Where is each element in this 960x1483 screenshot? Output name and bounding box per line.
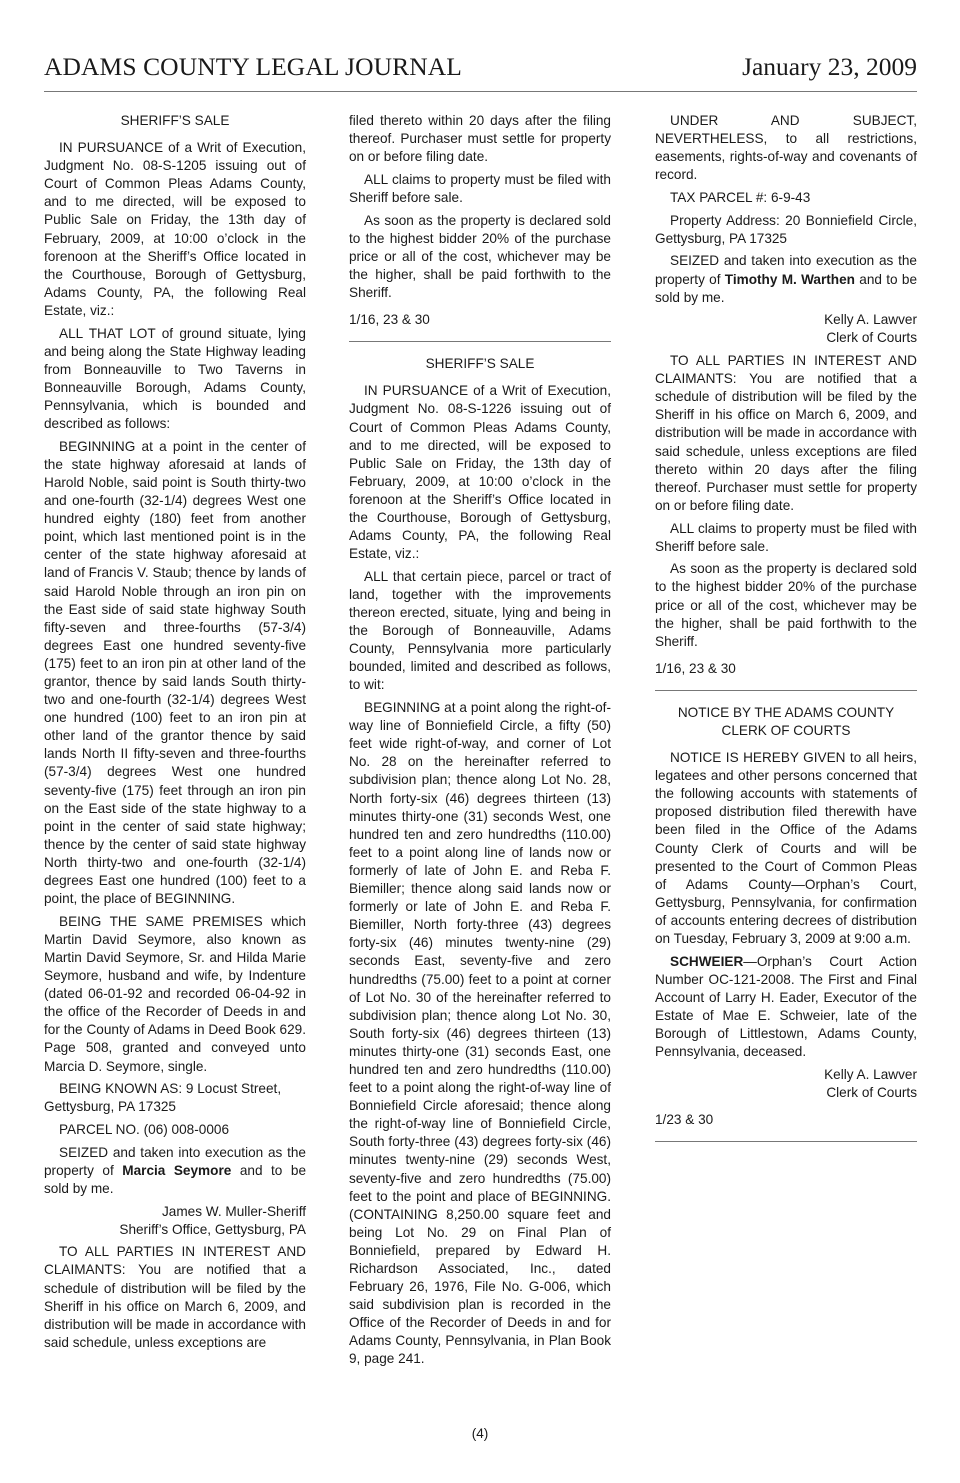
notice-heading: SHERIFF’S SALE [120,113,230,128]
column-2 [349,112,611,1373]
header-divider [44,91,917,92]
notice-paragraph: BEGINNING at a point in the center of the state highway aforesaid at lands of Harold Noble, said point is South thirty-two and one-fourth (32-1/4) degrees West one hundred eighty (180) feet from another point, which last mentioned point is in the center of the state highway aforesaid at land of Francis V. Staub; thence by lands of said Harold Noble through an iron pin on the East side of said state highway South fifty-seven and three-fourths (57-3/4) degrees East one hundred seventy-five (175) feet to an iron pin at other land of the grantor, thence by said lands South thirty-two and one-fourth (32-1/4) degrees West one hundred (100) feet to an iron pin at other land of the grantor thence by said lands North II fifty-seven and three-fourths (57-3/4) degrees West one hundred seventy-five (175) feet through an iron pin on the East side of the state highway to a point in the center of said state highway; thence by the center of said state highway North thirty-two and one-fourth (32-1/4) degrees East one hundred (100) feet to a point, the place of BEGINNING. [44,438,306,907]
notice-paragraph: filed thereto within 20 days after the filing thereof. Purchaser must settle for property on or before filing date. [349,113,611,165]
notice-paragraph: ALL THAT LOT of ground situate, lying and being along the State Highway leading from Bonneauville to Two Taverns in Bonneauville Borough, Adams County, Pennsylvania, which is bounded and described as follows: [44,325,306,432]
journal-title: ADAMS COUNTY LEGAL JOURNAL [44,52,462,81]
notice-paragraph: ALL that certain piece, parcel or tract of land, together with the improvements thereon erected, situate, lying and being in the Borough of Bonneauville, Adams County, Pennsylvania more particularly bounded, limited and described as follows, to wit: [349,568,611,693]
section-divider [655,1141,917,1142]
journal-header [44,52,917,86]
clerk-title: Clerk of Courts [826,1084,917,1100]
publication-dates: 1/23 & 30 [655,1112,714,1128]
notice-heading: CLERK OF COURTS [721,722,851,738]
column-3 [655,112,917,1155]
issue-date: January 23, 2009 [742,52,917,81]
notice-paragraph: IN PURSUANCE of a Writ of Execution, Judgment No. 08-S-1205 issuing out of Court of Common Pleas Adams County, and to me directed, will be exposed to Public Sale on Friday, the 13th day of February, 2009, at 10:00 o’clock in the forenoon at the Sheriff’s Office located in the Courthouse, Borough of Gettysburg, Adams County, PA, the following Real Estate, viz.: [44,140,306,318]
sheriff-signature: James W. Muller-Sheriff [161,1203,306,1219]
page-number: (4) [471,1426,489,1441]
publication-dates: 1/16, 23 & 30 [655,660,736,676]
account-name: SCHWEIER [670,953,744,969]
column-1 [44,112,306,1357]
notice-paragraph: UNDER AND SUBJECT, NEVERTHELESS, to all restrictions, easements, rights-of-way and covenants of record. [655,113,917,183]
notice-paragraph: IN PURSUANCE of a Writ of Execution, Judgment No. 08-S-1226 issuing out of Court of Common Pleas Adams County, and to me directed, will be exposed to Public Sale on Friday, the 13th day of February, 2009, at 10:00 o’clock in the forenoon at the Sheriff’s Office located in the Courthouse, Borough of Gettysburg, Adams County, PA, the following Real Estate, viz.: [349,383,611,562]
notice-paragraph: TO ALL PARTIES IN INTEREST AND CLAIMANTS: You are notified that a schedule of distribution will be filed by the Sheriff in his office on March 6, 2009, and distribution will be made in accordance with said schedule, unless exceptions are [44,1244,306,1350]
defendant-name: Marcia Seymore [122,1162,232,1178]
sheriff-signature: Kelly A. Lawver [824,312,917,328]
seized-paragraph [44,1144,306,1198]
notice-paragraph: As soon as the property is declared sold to the highest bidder 20% of the purchase price or all of the cost, whichever may be the higher, shall be paid forthwith to the Sheriff. [349,212,611,301]
parcel-number: PARCEL NO. (06) 008-0006 [59,1122,230,1138]
sheriff-office: Clerk of Courts [826,330,917,346]
notice-paragraph: BEING KNOWN AS: 9 Locust Street, Gettysburg, PA 17325 [44,1081,282,1115]
publication-dates: 1/16, 23 & 30 [349,312,430,328]
notice-paragraph: NOTICE IS HEREBY GIVEN to all heirs, legatees and other persons concerned that the following accounts with statements of proposed distribution filed therewith have been filed in the Office of the Adams County Clerk of Courts and will be presented to the Court of Common Pleas of Adams County—Orphan’s Court, Gettysburg, Pennsylvania, for confirmation of accounts entering decrees of distribution on Tuesday, February 3, 2009 at 9:00 a.m. [655,750,917,946]
account-entry [655,953,917,1062]
section-divider [655,690,917,691]
account-text: —Orphan’s Court Action Number OC-121-2008. The First and Final Account of Larry H. Eader, Executor of the Estate of Mae E. Schweier, late of the Borough of Littlestown, Adams County, Pennsylvania, deceased. [655,953,917,1060]
notice-paragraph: As soon as the property is declared sold to the highest bidder 20% of the purchase price or all of the cost, whichever may be the higher, shall be paid forthwith to the Sheriff. [655,561,917,649]
notice-heading: NOTICE BY THE ADAMS COUNTY [677,704,895,720]
section-divider [349,341,611,342]
clerk-signature: Kelly A. Lawver [824,1066,917,1082]
sheriff-office: Sheriff’s Office, Gettysburg, PA [119,1221,306,1237]
seized-text: and to be sold by me. [655,271,918,305]
notice-paragraph: BEING THE SAME PREMISES which Martin David Seymore, also known as Martin David Seymore, Sr. and Hilda Marie Seymore, husband and wife, by Indenture (dated 06-01-92 and recorded 06-04-92 in the office of the Recorder of Deeds in and for the County of Adams in Deed Book 629. Page 508, granted and conveyed unto Marcia D. Seymore, single. [44,913,306,1074]
notice-paragraph: ALL claims to property must be filed with Sheriff before sale. [655,520,917,554]
tax-parcel: TAX PARCEL #: 6-9-43 [670,189,811,205]
seized-paragraph [655,252,917,306]
defendant-name: Timothy M. Warthen [724,271,855,287]
notice-heading: SHERIFF’S SALE [425,356,535,372]
property-address: Property Address: 20 Bonniefield Circle, Gettysburg, PA 17325 [655,212,917,246]
seized-text: SEIZED and taken into execution as the property of [655,253,917,287]
notice-paragraph: TO ALL PARTIES IN INTEREST AND CLAIMANTS: You are notified that a schedule of distribution will be filed by the Sheriff in his office on March 6, 2009, and distribution will be made in accordance with said schedule, unless exceptions are filed thereto within 20 days after the filing thereof. Purchaser must settle for property on or before filing date. [655,353,917,513]
seized-text: SEIZED and taken into execution as the property of [44,1144,306,1178]
notice-paragraph: BEGINNING at a point along the right-of-way line of Bonniefield Circle, a fifty (50) feet wide right-of-way, and corner of Lot No. 28 on the hereinafter referred to subdivision plan; thence along Lot No. 28, North forty-six (46) degrees thirteen (13) minutes thirty-one (31) seconds West, one hundred ten and zero hundredths (110.00) feet to a point along line of lands now or formerly of late of John E. and Reba F. Biemiller; thence along said lands now or formerly or late of John E. and Reba F. Biemiller, North forty-three (43) degrees forty-six (46) minutes twenty-nine (29) seconds East, seventy-five and zero hundredths (75.00) feet to a point at corner of Lot No. 30 of the hereinafter referred to subdivision plan; thence along Lot No. 30, South forty-six (46) degrees thirteen (13) minutes thirty-one (31) seconds East, one hundred ten and zero hundredths (110.00) feet to a point along the right-of-way line of Bonniefield Circle aforesaid; thence along the right-of-way line of Bonniefield Circle, South forty-three (43) degrees forty-six (46) minutes twenty-nine (29) seconds West, seventy-five and zero hundredths (75.00) feet to the point and place of BEGINNING. (CONTAINING 8,250.00 square feet and being Lot No. 29 on Final Plan of Bonniefield, prepared by Edward H. Richardson Associated, Inc., dated February 26, 1976, File No. G-006, which said subdivision plan is recorded in the Office of the Recorder of Deeds in and for Adams County, Pennsylvania, in Plan Book 9, page 241. [349,700,611,1367]
notice-paragraph: ALL claims to property must be filed with Sheriff before sale. [349,171,611,205]
seized-text: and to be sold by me. [44,1162,307,1196]
